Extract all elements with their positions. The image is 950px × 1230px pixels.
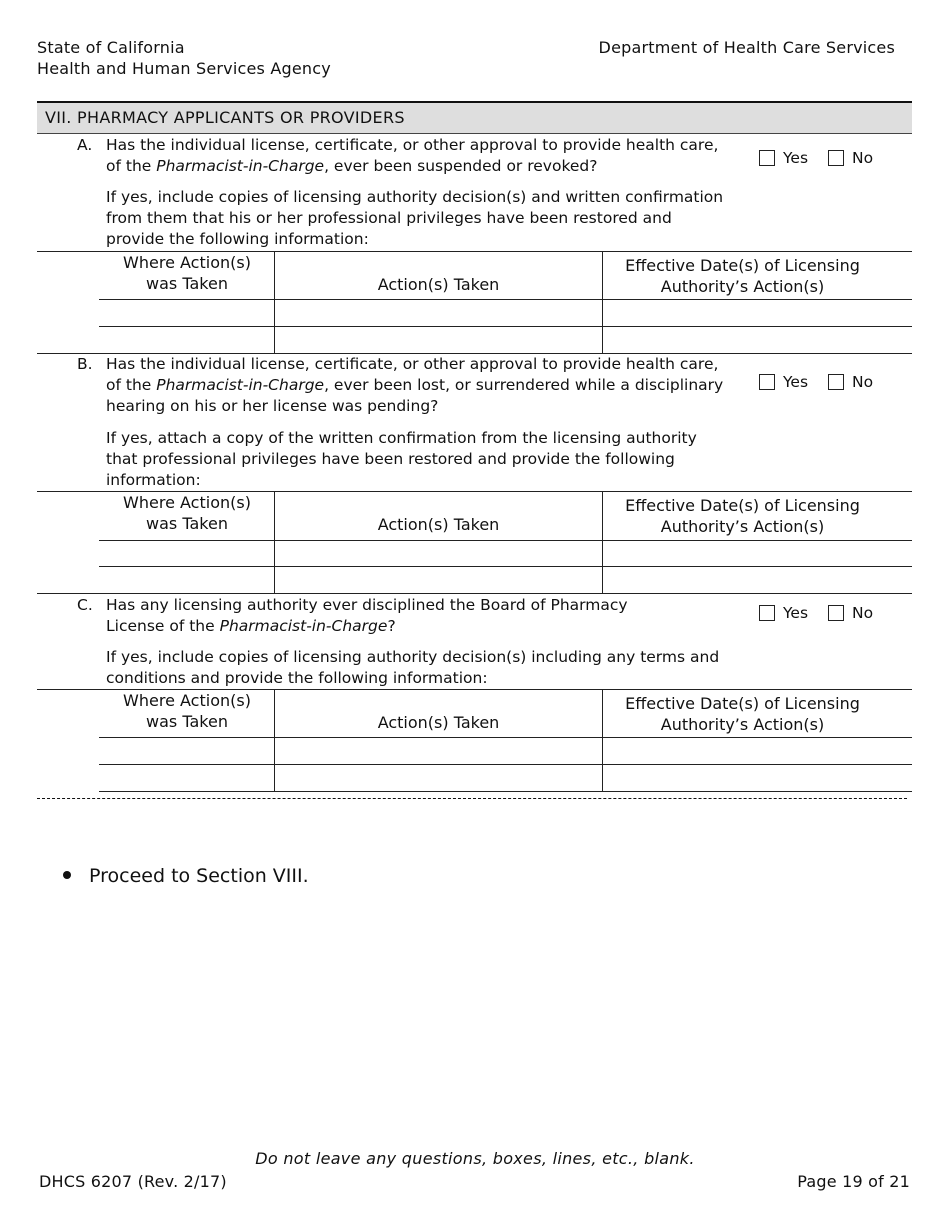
table-c-cell-where[interactable] — [100, 739, 273, 763]
table-b-cell-date[interactable] — [604, 568, 911, 592]
bullet-icon — [63, 871, 71, 879]
no-option-a[interactable]: No — [828, 148, 873, 169]
yes-option-a[interactable]: Yes — [759, 148, 808, 169]
table-c-row-rule — [99, 764, 912, 765]
effective-date-header: Effective Date(s) of Licensing Authority’s Action(s) — [625, 496, 860, 536]
question-text: Has any licensing authority ever disciplined the Board of Pharmacy License of the Pharmacist-in-Charge? — [106, 596, 628, 635]
table-c-cell-where[interactable] — [100, 766, 273, 790]
table-c-row-rule — [99, 737, 912, 738]
question-a — [77, 135, 726, 177]
state-name: State of California — [37, 38, 185, 57]
table-a-row-rule — [99, 299, 912, 300]
footer-note: Do not leave any questions, boxes, lines, etc., blank. — [255, 1149, 695, 1168]
agency-name: Health and Human Services Agency — [37, 59, 331, 78]
question-a-instructions: If yes, include copies of licensing authority decision(s) and written confirmation from them that his or her professional privileges have been restored and provide the following information: — [106, 188, 724, 248]
where-action-header: Where Action(s) was Taken — [123, 253, 251, 293]
yes-no-c — [759, 603, 873, 624]
pharmacist-in-charge-term: Pharmacist-in-Charge — [219, 617, 388, 635]
yes-checkbox[interactable] — [759, 150, 775, 166]
question-c — [77, 595, 676, 637]
no-checkbox[interactable] — [828, 150, 844, 166]
table-b-divider — [274, 491, 275, 593]
table-b-row-rule — [99, 566, 912, 567]
table-c-divider — [274, 689, 275, 791]
table-b-cell-date[interactable] — [604, 542, 911, 565]
question-letter: A. — [77, 136, 93, 154]
question-text: Has the individual license, certificate, or other approval to provide health care, of the Pharmacist-in-Charge, ever been lost, or surrendered while a disciplinary hearing on his or her license was pending? — [106, 355, 724, 415]
table-c-cell-action[interactable] — [276, 739, 601, 763]
no-option-c[interactable]: No — [828, 603, 873, 624]
yes-checkbox[interactable] — [759, 605, 775, 621]
table-b-cell-where[interactable] — [100, 568, 273, 592]
action-taken-header: Action(s) Taken — [377, 713, 500, 732]
effective-date-header: Effective Date(s) of Licensing Authority’s Action(s) — [625, 694, 860, 734]
table-b-row-rule — [99, 540, 912, 541]
action-taken-header: Action(s) Taken — [377, 275, 500, 294]
table-c-cell-date[interactable] — [604, 739, 911, 763]
question-c-instructions: If yes, include copies of licensing authority decision(s) including any terms and conditions and provide the following information: — [106, 648, 720, 687]
table-a-divider — [274, 251, 275, 353]
table-c-bottom-rule — [99, 791, 912, 792]
table-a-cell-where[interactable] — [100, 301, 273, 325]
table-a-row-rule — [99, 326, 912, 327]
table-c-cell-action[interactable] — [276, 766, 601, 790]
yes-no-b — [759, 372, 873, 393]
table-b-cell-action[interactable] — [276, 542, 601, 565]
question-b — [77, 354, 726, 417]
table-b-cell-action[interactable] — [276, 568, 601, 592]
no-checkbox[interactable] — [828, 374, 844, 390]
table-b-bottom-rule — [37, 593, 912, 594]
table-a-cell-action[interactable] — [276, 301, 601, 325]
table-b-cell-where[interactable] — [100, 542, 273, 565]
no-checkbox[interactable] — [828, 605, 844, 621]
page-number: Page 19 of 21 — [797, 1172, 910, 1191]
question-letter: B. — [77, 355, 93, 373]
question-text: Has the individual license, certificate, or other approval to provide health care, of the Pharmacist-in-Charge, ever been suspended or revoked? — [106, 136, 719, 175]
question-letter: C. — [77, 596, 93, 614]
table-a-cell-date[interactable] — [604, 328, 911, 352]
table-a-cell-where[interactable] — [100, 328, 273, 352]
table-a-cell-date[interactable] — [604, 301, 911, 325]
table-c-cell-date[interactable] — [604, 766, 911, 790]
where-action-header: Where Action(s) was Taken — [123, 493, 251, 533]
section-end-separator — [37, 798, 907, 799]
pharmacist-in-charge-term: Pharmacist-in-Charge — [156, 157, 325, 175]
where-action-header: Where Action(s) was Taken — [123, 691, 251, 731]
pharmacist-in-charge-term: Pharmacist-in-Charge — [156, 376, 325, 394]
yes-option-c[interactable]: Yes — [759, 603, 808, 624]
question-b-instructions: If yes, attach a copy of the written confirmation from the licensing authority that professional privileges have been restored and provide the following information: — [106, 429, 697, 489]
section-title: VII. PHARMACY APPLICANTS OR PROVIDERS — [37, 103, 912, 134]
department-name: Department of Health Care Services — [598, 38, 895, 57]
effective-date-header: Effective Date(s) of Licensing Authority’s Action(s) — [625, 256, 860, 296]
yes-option-b[interactable]: Yes — [759, 372, 808, 393]
yes-no-a — [759, 148, 873, 169]
action-taken-header: Action(s) Taken — [377, 515, 500, 534]
yes-checkbox[interactable] — [759, 374, 775, 390]
agency-header — [37, 37, 331, 79]
no-option-b[interactable]: No — [828, 372, 873, 393]
proceed-text: Proceed to Section VIII. — [89, 865, 309, 887]
proceed-instruction — [63, 864, 309, 888]
table-a-cell-action[interactable] — [276, 328, 601, 352]
form-id: DHCS 6207 (Rev. 2/17) — [39, 1172, 227, 1191]
